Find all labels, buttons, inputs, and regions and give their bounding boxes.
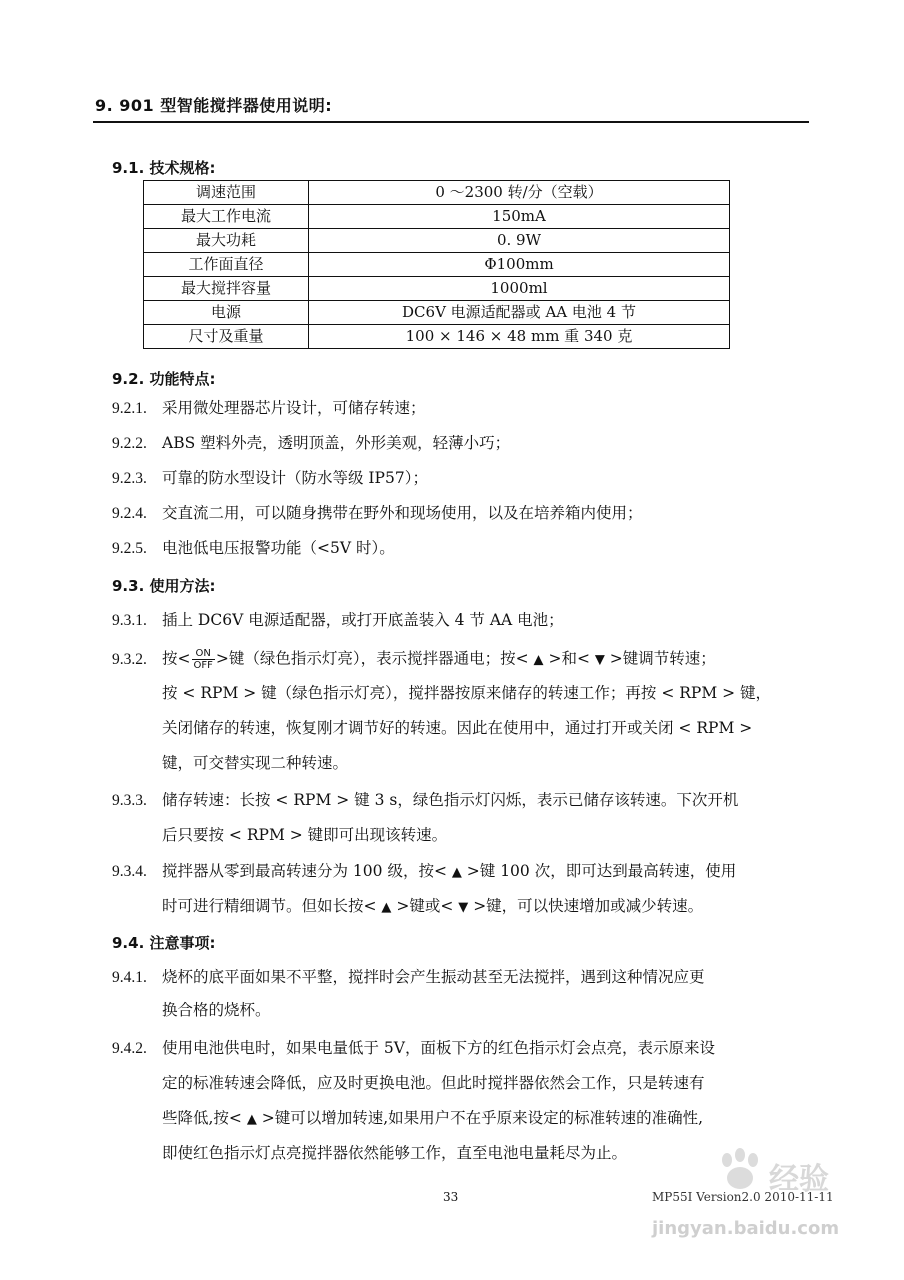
- item-number: 9.2.3.: [112, 470, 147, 487]
- item-text: >键（绿色指示灯亮），表示搅拌器通电；按<: [215, 649, 534, 668]
- section-heading-specs: 9.1. 技术规格:: [112, 159, 216, 177]
- spec-value: 150mA: [309, 205, 730, 229]
- section-heading-notes: 9.4. 注意事项:: [112, 934, 216, 952]
- list-item: [112, 503, 643, 524]
- item-text-line: 按 < RPM > 键（绿色指示灯亮），搅拌器按原来储存的转速工作；再按 < RPM > 键，: [162, 684, 772, 702]
- spec-label: 调速范围: [144, 181, 309, 205]
- item-text-line: 后只要按 < RPM > 键即可出现该转速。: [162, 826, 448, 844]
- table-row: [144, 181, 730, 205]
- item-text: >键，可以快速增加或减少转速。: [468, 897, 704, 915]
- item-text-line: 关闭储存的转速，恢复刚才调节好的转速。因此在使用中，通过打开或关闭 < RPM >: [162, 719, 753, 737]
- spec-table: [143, 180, 730, 349]
- spec-value: 0 ～2300 转/分（空载）: [309, 181, 730, 205]
- table-row: [144, 229, 730, 253]
- item-number: 9.3.4.: [112, 863, 147, 880]
- up-arrow-icon: ▲: [533, 652, 544, 668]
- item-number: 9.2.1.: [112, 400, 147, 417]
- spec-label: 尺寸及重量: [144, 325, 309, 349]
- list-item: [112, 468, 428, 489]
- spec-value: 100 × 146 × 48 mm 重 340 克: [309, 325, 730, 349]
- spec-value: DC6V 电源适配器或 AA 电池 4 节: [309, 301, 730, 325]
- table-row: [144, 277, 730, 301]
- item-number: 9.2.2.: [112, 435, 147, 452]
- list-item: [112, 1038, 715, 1059]
- section-heading-features: 9.2. 功能特点:: [112, 370, 216, 388]
- item-text-line: 即使红色指示灯点亮搅拌器依然能够工作，直至电池电量耗尽为止。: [162, 1144, 628, 1162]
- item-number: 9.4.1.: [112, 969, 147, 986]
- item-text: 时可进行精细调节。但如长按<: [162, 897, 382, 915]
- item-text: 些降低,按<: [162, 1109, 247, 1127]
- page-number: 33: [443, 1190, 459, 1204]
- spec-label: 工作面直径: [144, 253, 309, 277]
- watermark-logo: [715, 1150, 860, 1200]
- item-number: 9.2.4.: [112, 505, 147, 522]
- spec-label: 最大搅拌容量: [144, 277, 309, 301]
- off-label: OFF: [193, 660, 213, 671]
- list-item: [112, 648, 716, 671]
- item-text-line: [162, 896, 703, 918]
- table-row: [144, 205, 730, 229]
- item-text-line: [162, 1108, 703, 1130]
- item-text-line: 定的标准转速会降低，应及时更换电池。但此时搅拌器依然会工作，只是转速有: [162, 1074, 705, 1092]
- item-text: 搅拌器从零到最高转速分为 100 级，按<: [162, 862, 452, 880]
- document-title: 9. 901 型智能搅拌器使用说明:: [95, 96, 333, 115]
- spec-label: 电源: [144, 301, 309, 325]
- on-off-key-label: [192, 648, 215, 671]
- list-item: [112, 861, 736, 883]
- item-text: 采用微处理器芯片设计，可储存转速；: [162, 399, 426, 417]
- title-divider: [93, 121, 809, 123]
- item-text: 可靠的防水型设计（防水等级 IP57）；: [162, 469, 428, 487]
- watermark-logo-text: 经验: [769, 1162, 829, 1197]
- spec-label: 最大工作电流: [144, 205, 309, 229]
- item-text: >键调节转速；: [604, 649, 716, 668]
- item-number: 9.4.2.: [112, 1040, 147, 1057]
- spec-value: 0. 9W: [309, 229, 730, 253]
- item-number: 9.3.1.: [112, 612, 147, 629]
- up-arrow-icon: ▲: [381, 900, 392, 915]
- down-arrow-icon: ▼: [458, 900, 469, 915]
- list-item: [112, 398, 426, 419]
- item-number: 9.3.3.: [112, 792, 147, 809]
- down-arrow-icon: ▼: [594, 652, 605, 668]
- item-text: 烧杯的底平面如果不平整，搅拌时会产生振动甚至无法搅拌，遇到这种情况应更: [162, 968, 705, 986]
- list-item: [112, 433, 510, 454]
- item-text: 储存转速：长按 < RPM > 键 3 s，绿色指示灯闪烁，表示已储存该转速。下次开机: [162, 791, 739, 809]
- on-label: ON: [192, 648, 215, 660]
- up-arrow-icon: ▲: [451, 865, 462, 880]
- paw-icon: [715, 1146, 765, 1196]
- item-number: 9.2.5.: [112, 540, 147, 557]
- spec-value: Φ100mm: [309, 253, 730, 277]
- item-text-line: 换合格的烧杯。: [162, 1001, 271, 1019]
- section-heading-usage: 9.3. 使用方法:: [112, 577, 216, 595]
- table-row: [144, 325, 730, 349]
- item-number: 9.3.2.: [112, 650, 147, 668]
- table-row: [144, 301, 730, 325]
- item-text: 电池低电压报警功能（<5V 时）。: [162, 539, 395, 557]
- list-item: [112, 538, 395, 559]
- item-text: >键或<: [391, 897, 459, 915]
- item-text: >和<: [543, 649, 595, 668]
- list-item: [112, 790, 738, 811]
- item-text: ABS 塑料外壳，透明顶盖，外形美观，轻薄小巧；: [162, 434, 511, 452]
- item-text: 交直流二用，可以随身携带在野外和现场使用，以及在培养箱内使用；: [162, 504, 643, 522]
- item-text-line: 键，可交替实现二种转速。: [162, 754, 349, 772]
- up-arrow-icon: ▲: [246, 1112, 257, 1127]
- list-item: [112, 967, 705, 988]
- item-text: >键 100 次，即可达到最高转速，使用: [461, 862, 737, 880]
- watermark-url: jingyan.baidu.com: [652, 1218, 840, 1239]
- item-text: >键可以增加转速,如果用户不在乎原来设定的标准转速的准确性,: [256, 1109, 704, 1127]
- item-text: 按<: [162, 649, 191, 668]
- item-text: 使用电池供电时，如果电量低于 5V，面板下方的红色指示灯会点亮，表示原来设: [162, 1039, 715, 1057]
- table-row: [144, 253, 730, 277]
- spec-label: 最大功耗: [144, 229, 309, 253]
- item-text: 插上 DC6V 电源适配器，或打开底盖装入 4 节 AA 电池；: [162, 611, 564, 629]
- list-item: [112, 610, 564, 631]
- spec-value: 1000ml: [309, 277, 730, 301]
- version-label: MP55I Version2.0 2010-11-11: [652, 1190, 834, 1204]
